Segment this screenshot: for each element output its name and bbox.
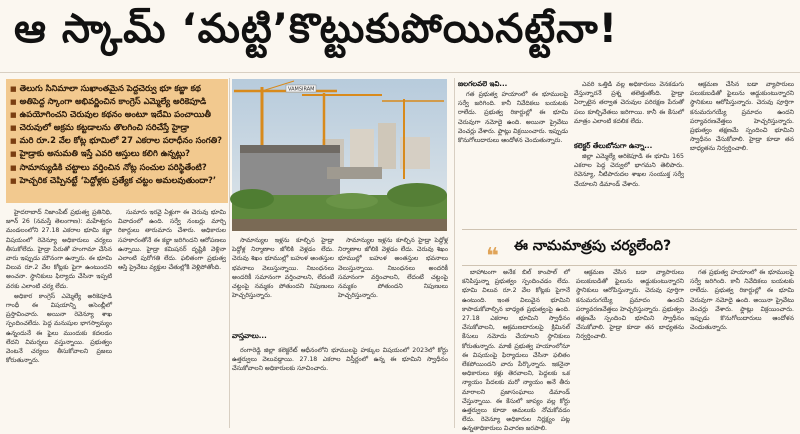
article-column-3-lower	[232, 346, 448, 428]
subheading-col4: జలగలవలె ఇవి...	[458, 80, 508, 88]
paragraph: ఎవరి ఒత్తిడి వల్ల అధికారులు వెనకడుగు వేస్తున్నారనే ప్రశ్న తలెత్తుతోంది. హైడ్రా ఏర్పాటైన తర్వాత చెరువుల పరిరక్షణ పేరుతో పలు కూల్చివేతలు జరిగాయి. కానీ ఈ కేసులో మాత్రం ఎలాంటి కదలిక లేదు.	[574, 81, 684, 125]
paragraph: అధికార కాంగ్రెస్ ఎమ్మెల్యే అరికెపూడి గాంధీ ఈ విషయాన్ని అసెంబ్లీలో ప్రస్తావించారు. అయినా రెవెన్యూ శాఖ స్పందించలేదు. పెద్ద మనుషుల భాగస్వామ్యం ఉన్నందునే ఈ ఫైలు ముందుకు కదలడం లేదని విమర్శలు వస్తున్నాయి. ప్రభుత్వం వెంటనే చర్యలు తీసుకోవాలని ప్రజలు కోరుతున్నారు.	[6, 292, 112, 365]
highlight-item: ■ మరి రూ.2 వేల కోట్ల భూమిలో 27 ఎకరాల పరాధీనం సంగతి?	[10, 134, 224, 147]
article-column-2	[118, 208, 226, 428]
highlight-item: ■ సామాన్యుడికి చట్టాలు వర్తించిన నోట్ల సంచుల పరిస్థితేంటి?	[10, 161, 224, 174]
article-bottom-mid	[576, 268, 684, 428]
column-divider	[229, 78, 230, 428]
header-divider	[0, 72, 800, 73]
paragraph: సుమారు ఇరవై ఏళ్లుగా ఈ చెరువు భూమి వివాదంలో ఉంది. సర్వే నంబర్లు మార్చి రికార్డులు తారుమారు చేశారు. అధికారుల సహకారంతోనే ఈ కబ్జా జరిగిందని ఆరోపణలు ఉన్నాయి. హైడ్రా కమిషనర్ దృష్టికి వెళ్లినా ఎలాంటి పురోగతి లేదు. ఫలితంగా ప్రభుత్వ ఆస్తి ప్రైవేటు వ్యక్తుల చేతుల్లోకి వెళ్లిపోతోంది.	[118, 209, 226, 272]
highlight-item: ■ తెలుగు సినిమాలా సుఖాంతమైన పెద్దచెర్వు భూ కబ్జా కథ	[10, 82, 224, 95]
article-column-4	[458, 90, 568, 226]
paragraph: బాహాటంగా అనేక బిల్ కాంపాల్ లో కనిపిస్తున్నా ప్రభుత్వం స్పందించడం లేదు. భూమి విలువ రూ.2 వేల కోట్లకు పైగానే ఉంటుంది. ఇంత విలువైన భూమిని కాపాడుకోవాల్సిన బాధ్యత ప్రభుత్వంపై ఉంది. 27.18 ఎకరాల భూమిని స్వాధీనం చేసుకోవాలని, ఆక్రమణదారులపై క్రిమినల్ కేసులు నమోదు చేయాలని స్థానికులు కోరుతున్నారు. మాజీ ప్రభుత్వ హయాంలోనూ ఈ విషయంపై ఫిర్యాదులు చేసినా ఫలితం లేకపోయిందని వారు పేర్కొన్నారు. ఇకనైనా అధికారులు కళ్లు తెరవాలని, పెద్దలకు ఒక న్యాయం పేదలకు మరో న్యాయం అనే తీరు మారాలని ప్రజాసంఘాలు డిమాండ్ చేస్తున్నాయి. ఈ కేసులో జాప్యం వల్ల కోర్టు ఉత్తర్వులు కూడా అమలుకు నోచుకోవడం లేదు. రెవెన్యూ అధికారుల నిర్లక్ష్యం పట్ల ఉన్నతాధికారులు విచారణ జరపాలి.	[462, 269, 570, 433]
paragraph: జిల్లా ఎమ్మెల్యే అరికెపూడి ఈ భూమి 165 ఎకరాల పెద్ద చెర్వులో భాగమని తెలిపారు. రెవెన్యూ, నీటిపారుదల శాఖల సంయుక్త సర్వే చేయాలని డిమాండ్ చేశారు.	[574, 153, 684, 188]
pull-quote: ఈ నామమాత్రపు చర్యలేంది?	[514, 238, 672, 254]
highlights-box	[6, 79, 228, 203]
construction-site-illustration	[232, 79, 447, 231]
paragraph: సామాన్యుల ఇళ్లను కూల్చిన హైడ్రా పెద్దోళ్ల నిర్మాణాల జోలికి వెళ్లడం లేదు. చెరువు శిఖం భూముల్లో బహుళ అంతస్తుల భవనాలు వెలుస్తున్నాయి. నిబంధనలు అందరికీ సమానంగా వర్తించాలని, లేదంటే చట్టంపై నమ్మకం పోతుందని నిపుణులు హెచ్చరిస్తున్నారు.	[338, 237, 448, 300]
subheading-col5: కలెక్టర్ తేలుబోనుగా ఉన్నా...	[574, 142, 653, 150]
quote-icon: ❝	[486, 244, 499, 269]
construction-photo	[232, 79, 447, 231]
highlight-item: ■ ఉపయోగించని చెరువుల కథనం అంటూ ఇదేమి పంచాయితీ	[10, 108, 224, 121]
paragraph: హైదరాబాద్ నిజాంపేట్ ప్రభుత్వ ప్రతినిధి, జూన్ 26 (నమస్తే తెలంగాణ): మహేశ్వరం మండలంలోని 27.18 ఎకరాల భూమి కబ్జా విషయంలో రెవెన్యూ అధికారులు చర్యలు తీసుకోలేదు. హైడ్రా పేరుతో హంగామా చేసిన వారు ఇప్పుడు మౌనంగా ఉన్నారు. ఈ భూమి విలువ రూ.2 వేల కోట్లకు పైగా ఉంటుందని అంచనా. స్థానికులు ఫిర్యాదు చేసినా ఇప్పటి వరకు ఎలాంటి చర్య లేదు.	[6, 209, 112, 290]
paragraph: గత ప్రభుత్వ హయాంలో ఈ భూములపై సర్వే జరిగింది. కానీ నివేదికలు బయటకు రాలేదు. ప్రభుత్వ రికార్డుల్లో ఈ భూమి చెరువుగా నమోదై ఉంది. అయినా ప్రైవేటు వెంచర్లు వేశారు. ఫ్లాట్లు విక్రయించారు. ఇప్పుడు కొనుగోలుదారులు ఆందోళన చెందుతున్నారు.	[690, 269, 794, 332]
subheading-facts: వాస్తవాలు...	[232, 332, 267, 340]
article-bottom-right	[690, 268, 794, 428]
article-column-1	[6, 208, 112, 428]
highlight-item: ■ హైడ్రాకు అనుమతి ఇస్తే ఎవరి ఆస్తులు కలిగి ఉన్నట్లు?	[10, 147, 224, 160]
column-divider	[454, 78, 455, 428]
highlight-item: ■ అతిపెద్ద స్కాంగా అభివర్ణించిన కాంగ్రెస్ ఎమ్మెల్యే అరికెపూడి	[10, 95, 224, 108]
photo-watermark: VAMSIRAM	[288, 86, 315, 93]
paragraph: రంగారెడ్డి జిల్లా కలెక్టరేట్ ఆధీనంలోని భూములపై హక్కుల విషయంలో 2023లో కోర్టు ఉత్తర్వులు వెలువడ్డాయి. 27.18 ఎకరాల విస్తీర్ణంలో ఉన్న ఈ భూమిని స్వాధీనం చేసుకోవాలని అధికారులకు సూచించారు.	[232, 347, 448, 373]
paragraph: సామాన్యుల ఇళ్లను కూల్చిన హైడ్రా పెద్దోళ్ల నిర్మాణాల జోలికి వెళ్లడం లేదు. చెరువు శిఖం భూముల్లో బహుళ అంతస్తుల భవనాలు వెలుస్తున్నాయి. నిబంధనలు అందరికీ సమానంగా వర్తించాలని, లేదంటే చట్టంపై నమ్మకం పోతుందని నిపుణులు హెచ్చరిస్తున్నారు.	[232, 237, 334, 300]
pull-quote-bar	[462, 229, 797, 266]
paragraph: ఆక్రమణ చేసిన బడా వ్యాపారులు పలుకుబడితో ఫైలును అడ్డుకుంటున్నారని స్థానికులు ఆరోపిస్తున్నారు. చెరువు పూర్తిగా కనుమరుగయ్యే ప్రమాదం ఉందని పర్యావరణవేత్తలు హెచ్చరిస్తున్నారు. ప్రభుత్వం తక్షణమే స్పందించి భూమిని స్వాధీనం చేసుకోవాలి. హైడ్రా కూడా తన బాధ్యతను నిర్వర్తించాలి.	[690, 81, 794, 153]
highlight-item: ■ చెరువులో అక్రమ కట్టడాలను తొలగించి సరిచేస్తే హైడ్రా	[10, 121, 224, 134]
highlight-item: ■ హెచ్చరిక చెప్పినట్టే ‘పెద్దోళ్లకు ప్రత్యేక చట్టం అమలవుతుందా?’	[10, 174, 224, 187]
headline: ఆ స్కామ్ ‘మట్టి’కొట్టుకుపోయినట్టేనా!	[14, 6, 618, 52]
paragraph: గత ప్రభుత్వ హయాంలో ఈ భూములపై సర్వే జరిగింది. కానీ నివేదికలు బయటకు రాలేదు. ప్రభుత్వ రికార్డుల్లో ఈ భూమి చెరువుగా నమోదై ఉంది. అయినా ప్రైవేటు వెంచర్లు వేశారు. ఫ్లాట్లు విక్రయించారు. ఇప్పుడు కొనుగోలుదారులు ఆందోళన చెందుతున్నారు.	[458, 91, 568, 145]
article-bottom-left	[462, 268, 570, 433]
article-column-6	[690, 80, 794, 226]
article-column-5-lower	[574, 152, 684, 226]
article-column-5	[574, 80, 684, 140]
paragraph: ఆక్రమణ చేసిన బడా వ్యాపారులు పలుకుబడితో ఫైలును అడ్డుకుంటున్నారని స్థానికులు ఆరోపిస్తున్నారు. చెరువు పూర్తిగా కనుమరుగయ్యే ప్రమాదం ఉందని పర్యావరణవేత్తలు హెచ్చరిస్తున్నారు. ప్రభుత్వం తక్షణమే స్పందించి భూమిని స్వాధీనం చేసుకోవాలి. హైడ్రా కూడా తన బాధ్యతను నిర్వర్తించాలి.	[576, 269, 684, 341]
